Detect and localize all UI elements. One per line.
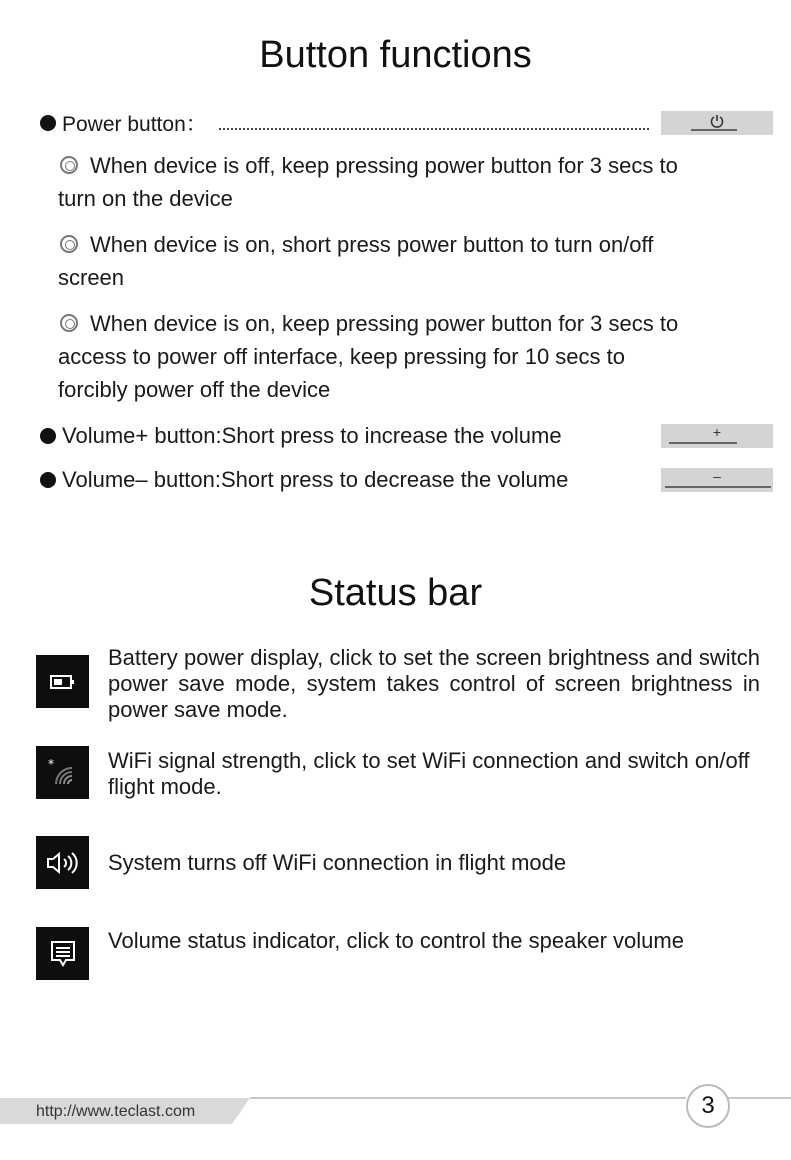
power-key-illustration xyxy=(661,111,773,135)
key-edge-line xyxy=(665,486,771,488)
message-icon xyxy=(36,927,89,980)
plus-icon: + xyxy=(712,424,722,440)
circle-bullet-icon xyxy=(60,235,78,253)
power-item-3: When device is on, keep pressing power button for 3 secs to access to power off interface, keep pressing for 10 secs to forcibly power off the device xyxy=(58,311,679,402)
power-item-2: When device is on, short press power button to turn on/off screen xyxy=(58,232,654,290)
dotted-leader xyxy=(219,116,649,130)
power-button-row xyxy=(40,108,773,138)
battery-icon xyxy=(36,655,89,708)
wifi-description: WiFi signal strength, click to set WiFi connection and switch on/off flight mode. xyxy=(108,748,750,799)
bullet-icon xyxy=(40,428,56,444)
svg-text:*: * xyxy=(47,756,54,771)
volume-up-key-illustration xyxy=(661,424,773,448)
circle-bullet-icon xyxy=(60,156,78,174)
speaker-icon xyxy=(36,836,89,889)
battery-description: Battery power display, click to set the screen brightness and switch power save mode, system takes control of screen brightness in power save mode. xyxy=(108,645,760,722)
volume-down-label: Volume– button:Short press to decrease the volume xyxy=(62,467,569,492)
circle-bullet-icon xyxy=(60,314,78,332)
key-edge-line xyxy=(669,442,737,444)
volume-indicator-description: Volume status indicator, click to control the speaker volume xyxy=(108,928,684,953)
footer-url-link[interactable]: http://www.teclast.com xyxy=(36,1103,196,1120)
section-title-status-bar: Status bar xyxy=(308,572,483,614)
speaker-description: System turns off WiFi connection in flight mode xyxy=(108,850,567,875)
volume-up-label: Volume+ button:Short press to increase the volume xyxy=(62,423,562,448)
section-title-button-functions: Button functions xyxy=(259,34,532,76)
power-item-1: When device is off, keep pressing power button for 3 secs to turn on the device xyxy=(58,153,678,211)
bullet-icon xyxy=(40,115,56,131)
page-number: 3 xyxy=(686,1084,730,1128)
power-icon xyxy=(709,113,725,129)
volume-down-row xyxy=(40,467,773,493)
bullet-icon xyxy=(40,472,56,488)
power-button-label: Power button： xyxy=(62,113,207,136)
minus-icon: – xyxy=(713,468,721,484)
volume-down-key-illustration xyxy=(661,468,773,492)
volume-up-row xyxy=(40,423,773,449)
key-edge-line xyxy=(691,129,737,131)
wifi-signal-icon xyxy=(36,746,89,799)
